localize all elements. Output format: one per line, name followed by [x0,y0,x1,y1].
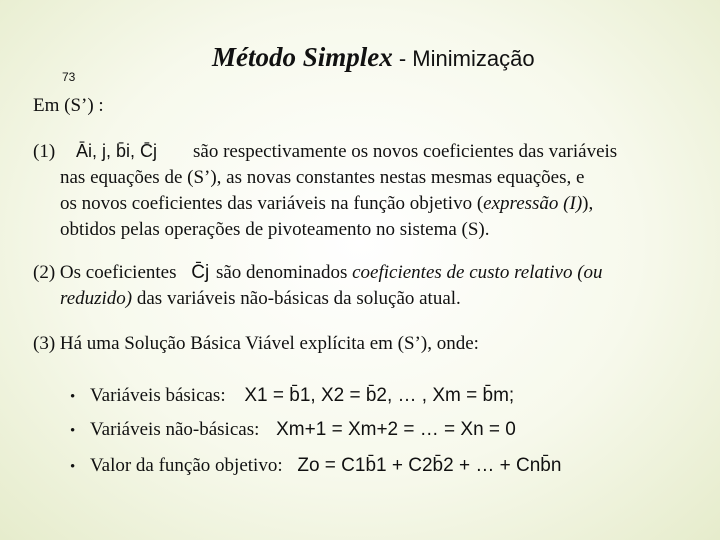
item2-symbol: C̄j [191,262,210,283]
item1-line4: obtidos pelas operações de pivoteamento no sistema (S). [60,219,490,240]
bullet-dot: • [70,459,76,475]
item1-line1: são respectivamente os novos coeficientes das variáveis [193,141,618,162]
item1-line3-italic: expressão (I) [483,193,583,214]
item1-line3 [60,190,593,218]
bullet-dot: • [70,389,76,405]
item1-line3a: os novos coeficientes das variáveis na função objetivo ( [60,193,484,214]
title-sub: - Minimização [392,46,535,71]
item2-italic1: coeficientes de custo relativo (ou [352,262,603,283]
bullet-nonbasic-label: Variáveis não-básicas: [90,419,260,440]
slide-title [212,42,535,73]
title-main: Método Simplex [212,42,393,72]
bullet-nonbasic [70,416,516,445]
item2-line1 [33,259,603,287]
item1-line3b: ), [582,193,594,214]
bullet-basic-formula: X1 = b̄1, X2 = b̄2, … , Xm = b̄m; [244,385,515,406]
bullet-objective-formula: Zo = C1b̄1 + C2b̄2 + … + Cnb̄n [297,455,562,476]
item2-prefix: (2) Os coeficientes [33,262,177,283]
bullet-nonbasic-formula: Xm+1 = Xm+2 = … = Xn = 0 [276,419,516,440]
item1-symbols: Āi, j, b̄i, C̄j [76,141,158,161]
item2-text: são denominados [211,262,353,283]
item2-line2 [60,285,461,313]
intro-text: Em (S’) : [33,95,104,116]
bullet-dot: • [70,423,76,439]
item1-line2: nas equações de (S’), as novas constantes nestas mesmas equações, e [60,167,585,188]
bullet-basic [70,382,514,411]
bullet-basic-label: Variáveis básicas: [90,385,226,406]
item3-text: (3) Há uma Solução Básica Viável explícita em (S’), onde: [33,333,479,354]
bullet-objective-label: Valor da função objetivo: [90,455,283,476]
item2-tail: das variáveis não-básicas da solução atual. [132,288,461,309]
item2-italic2: reduzido) [60,288,133,309]
bullet-objective [70,452,561,481]
item1-label: (1) [33,141,56,162]
slide-number: 73 [62,70,76,84]
